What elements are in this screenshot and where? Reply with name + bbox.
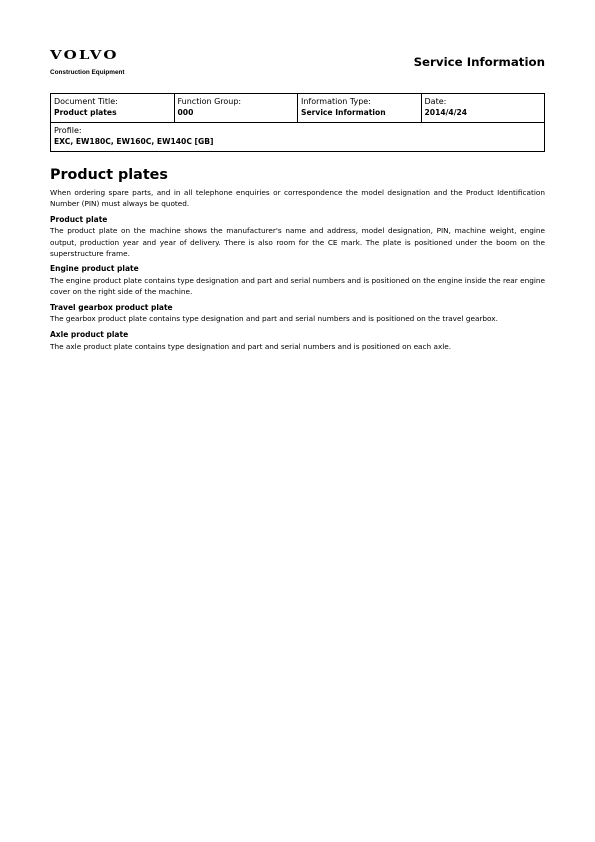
section-heading-engine-product-plate: Engine product plate (50, 264, 139, 274)
information-type-cell (297, 94, 421, 122)
profile-label: Profile: (54, 126, 82, 135)
page-header (50, 48, 545, 82)
section-text-engine-product-plate: The engine product plate contains type designation and part and serial numbers and is positioned on the engine inside the rear engine cover on the right side of the machine. (50, 276, 545, 297)
date-cell (421, 94, 545, 122)
metadata-row (51, 94, 544, 123)
date-value: 2014/4/24 (424, 108, 468, 117)
information-type-value: Service Information (301, 108, 386, 117)
information-type-label: Information Type: (301, 97, 371, 106)
function-group-label: Function Group: (177, 97, 242, 106)
profile-value: EXC, EW180C, EW160C, EW140C [GB] (54, 137, 214, 146)
section-heading-product-plate: Product plate (50, 214, 108, 224)
document-metadata-table (50, 93, 545, 152)
logo-subtitle: Construction Equipment (50, 69, 125, 76)
profile-row (51, 123, 544, 151)
section-text-axle-product-plate: The axle product plate contains type designation and part and serial numbers and is positioned on each axle. (50, 341, 452, 351)
intro-paragraph: When ordering spare parts, and in all telephone enquiries or correspondence the model designation and the Product Identification Number (PIN) must always be quoted. (50, 188, 545, 209)
page-title: Product plates (50, 167, 168, 183)
document-title-label: Document Title: (54, 97, 118, 106)
profile-cell (51, 123, 544, 151)
document-body (50, 165, 545, 356)
volvo-logo: VOLVO (50, 48, 119, 63)
document-title-cell (51, 94, 174, 122)
section-text-travel-gearbox-plate: The gearbox product plate contains type designation and part and serial numbers and is positioned on the travel gearbox. (50, 314, 498, 324)
function-group-cell (174, 94, 298, 122)
document-type-heading: Service Information (413, 55, 545, 69)
section-heading-travel-gearbox-plate: Travel gearbox product plate (50, 302, 173, 312)
section-heading-axle-product-plate: Axle product plate (50, 329, 129, 339)
function-group-value: 000 (177, 108, 194, 117)
document-title-value: Product plates (54, 108, 117, 117)
date-label: Date: (424, 97, 447, 106)
section-text-product-plate: The product plate on the machine shows the manufacturer's name and address, model designation, PIN, machine weight, engine output, production year and year of delivery. There is also room for the CE mark. The plate is positioned under the boom on the superstructure frame. (50, 226, 545, 258)
